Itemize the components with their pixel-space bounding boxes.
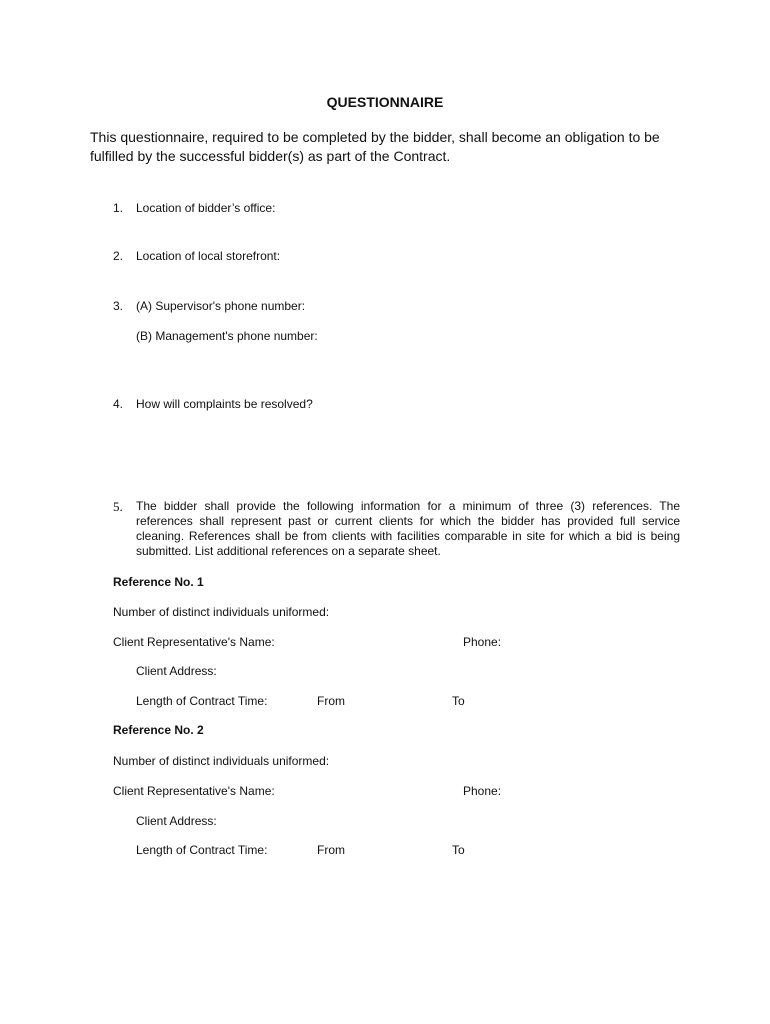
reference-2-contract-time-label: Length of Contract Time:: [136, 843, 268, 857]
reference-1-rep-name-label: Client Representative's Name:: [113, 635, 275, 649]
question-3b-text: (B) Management's phone number:: [136, 329, 318, 343]
reference-1-phone-label: Phone:: [463, 635, 502, 649]
reference-2-address-label: Client Address:: [136, 814, 217, 828]
question-4-text: How will complaints be resolved?: [136, 397, 313, 411]
question-3a-text: (A) Supervisor's phone number:: [136, 299, 306, 313]
reference-2-rep-name-label: Client Representative's Name:: [113, 784, 275, 798]
reference-1-contract-time-label: Length of Contract Time:: [136, 694, 268, 708]
reference-1-title: Reference No. 1: [113, 575, 204, 589]
question-2-text: Location of local storefront:: [136, 249, 281, 263]
question-3-number: 3.: [113, 299, 124, 313]
question-5-text: The bidder shall provide the following information for a minimum of three (3) references. The references shall represent past or current clients for which the bidder has provided full service cleaning. References shall be from clients with facilities comparable in site for which a bid is being submitted. List additional references on a separate sheet.: [136, 499, 680, 558]
reference-1-address-label: Client Address:: [136, 664, 217, 678]
reference-1-individuals-label: Number of distinct individuals uniformed:: [113, 605, 330, 619]
intro-paragraph: This questionnaire, required to be completed by the bidder, shall become an obligation to be fulfilled by the successful bidder(s) as part of the Contract.: [90, 129, 660, 164]
reference-2-from-label: From: [317, 843, 345, 857]
reference-1-to-label: To: [452, 694, 465, 708]
reference-2-title: Reference No. 2: [113, 723, 204, 737]
reference-2-individuals-label: Number of distinct individuals uniformed:: [113, 754, 330, 768]
question-4-number: 4.: [113, 397, 124, 411]
page-title: QUESTIONNAIRE: [326, 94, 444, 110]
question-2-number: 2.: [113, 249, 124, 263]
question-1-number: 1.: [113, 201, 124, 215]
reference-2-phone-label: Phone:: [463, 784, 502, 798]
question-1-text: Location of bidder’s office:: [136, 201, 276, 215]
reference-1-from-label: From: [317, 694, 345, 708]
question-5-number: 5.: [113, 499, 123, 514]
reference-2-to-label: To: [452, 843, 465, 857]
